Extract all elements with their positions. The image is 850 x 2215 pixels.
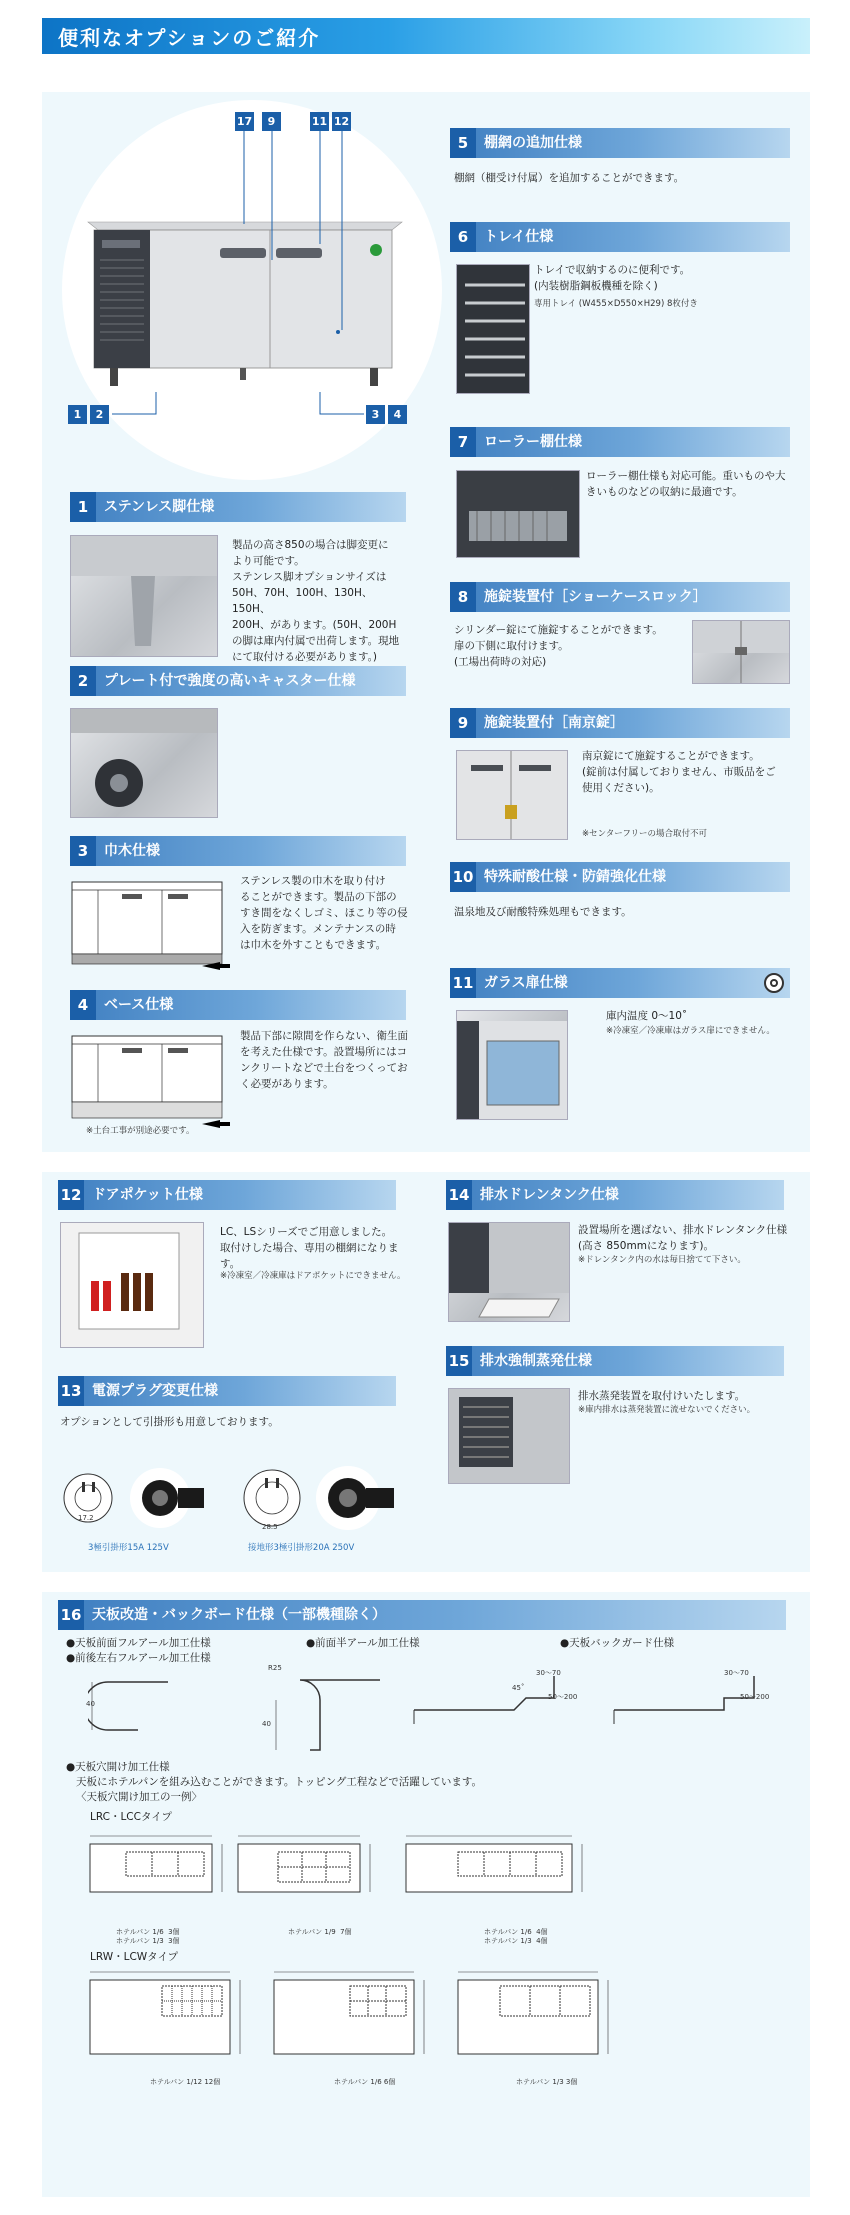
evaporation-photo bbox=[448, 1388, 570, 1484]
caster-photo bbox=[70, 708, 218, 818]
section-5-number: 5 bbox=[450, 128, 476, 158]
dim-r2: R25 bbox=[268, 1664, 282, 1672]
section-4-text: 製品下部に隙間を作らない、衛生面 を考えた仕様です。設置場所にはコ ンクリートなどで土台をつくってお く必要があります。 bbox=[240, 1030, 408, 1090]
roller-shelf-photo bbox=[456, 470, 580, 558]
section-14-number: 14 bbox=[446, 1180, 472, 1210]
section-6-title: トレイ仕様 bbox=[484, 229, 554, 245]
section-12-header bbox=[58, 1180, 396, 1210]
callout-9: 9 bbox=[262, 112, 281, 131]
section-3-number: 3 bbox=[70, 836, 96, 866]
section-7-text: ローラー棚仕様も対応可能。重いものや大 きいものなどの収納に最適です。 bbox=[586, 470, 786, 498]
double-circle-icon bbox=[764, 973, 784, 993]
section-9-number: 9 bbox=[450, 708, 476, 738]
type-lrc-label: LRC・LCCタイプ bbox=[90, 1811, 172, 1823]
section-4-number: 4 bbox=[70, 990, 96, 1020]
hotelpan-drawing-lrc-3 bbox=[402, 1828, 592, 1928]
section-8-text: シリンダー錠にて施錠することができます。 扉の下側に取付けます。 (工場出荷時の対応) bbox=[454, 624, 663, 668]
section-13-text: オプションとして引掛形も用意しております。 bbox=[60, 1416, 279, 1428]
skirting-drawing bbox=[70, 878, 230, 978]
section-11-note: ※冷凍室／冷凍庫はガラス扉にできません。 bbox=[606, 1026, 775, 1036]
section-6-text: トレイで収納するのに便利です。 (内装樹脂鋼板機種を除く) bbox=[534, 264, 691, 292]
section-8-header bbox=[450, 582, 790, 612]
callout-4: 4 bbox=[388, 405, 407, 424]
section-11-title: ガラス扉仕様 bbox=[484, 975, 568, 991]
section-9-note: ※センターフリーの場合取付不可 bbox=[582, 829, 708, 839]
section-3-title: 巾木仕様 bbox=[104, 843, 160, 859]
section-10-header bbox=[450, 862, 790, 892]
caption-bottom-1: ホテルパン 1/12 12個 bbox=[150, 2078, 221, 2086]
section-3-text: ステンレス製の巾木を取り付け ることができます。製品の下部の すき間をなくしゴミ、ほこり等の侵 入を防ぎます。メンテナンスの時 は巾木を外すこともできます。 bbox=[240, 875, 408, 951]
section-10-title: 特殊耐酸仕様・防錆強化仕様 bbox=[484, 869, 666, 885]
callout-11: 11 bbox=[310, 112, 329, 131]
section-6-header bbox=[450, 222, 790, 252]
hotelpan-drawing-lrw-1 bbox=[86, 1966, 256, 2076]
section-11-header bbox=[450, 968, 790, 998]
caption-bottom-3: ホテルパン 1/3 3個 bbox=[516, 2078, 578, 2086]
caption-top-1: ホテルパン 1/6 3個 ホテルパン 1/3 3個 bbox=[116, 1928, 180, 1945]
dim-r3: 40 bbox=[262, 1720, 271, 1728]
hole-title: ●天板穴開け加工仕様 bbox=[66, 1761, 170, 1773]
padlock-photo bbox=[456, 750, 568, 840]
caption-bottom-2: ホテルパン 1/6 6個 bbox=[334, 2078, 396, 2086]
section-4-header bbox=[70, 990, 406, 1020]
hotelpan-drawing-lrc-1 bbox=[86, 1828, 231, 1928]
callout-2: 2 bbox=[90, 405, 109, 424]
dim-bg3: 45˚ bbox=[512, 1684, 525, 1692]
section-1-text: 製品の高さ850の場合は脚変更に より可能です。 ステンレス脚オプションサイズは 50H、70H、100H、130H、150H、 200H、があります。(50H、200H の脚は庫内付属で出荷します。現地 にて取付ける必要があります。) bbox=[232, 539, 400, 663]
plug-2-caption: 接地形3極引掛形20A 250V bbox=[248, 1543, 355, 1553]
section-7-header bbox=[450, 427, 790, 457]
section-16-header bbox=[58, 1600, 786, 1630]
callout-lines bbox=[60, 130, 440, 420]
section-9-header bbox=[450, 708, 790, 738]
callout-12: 12 bbox=[332, 112, 351, 131]
section-12-note: ※冷凍室／冷凍庫はドアポケットにできません。 bbox=[220, 1271, 406, 1281]
section-12-text: LC、LSシリーズでご用意しました。 取付けした場合、専用の棚網になりま す。 bbox=[220, 1226, 399, 1270]
bullet-front-half-r: ●前面半アール加工仕様 bbox=[306, 1637, 420, 1649]
section-8-number: 8 bbox=[450, 582, 476, 612]
section-5-text: 棚網（棚受け付属）を追加することができます。 bbox=[454, 172, 685, 184]
section-12-title: ドアポケット仕様 bbox=[92, 1187, 203, 1203]
section-11-number: 11 bbox=[450, 968, 476, 998]
section-16-title: 天板改造・バックボード仕様（一部機種除く） bbox=[92, 1607, 386, 1623]
section-6-number: 6 bbox=[450, 222, 476, 252]
dim-bg1: 30～70 bbox=[536, 1669, 561, 1677]
caption-top-3: ホテルパン 1/6 4個 ホテルパン 1/3 4個 bbox=[484, 1928, 548, 1945]
section-2-number: 2 bbox=[70, 666, 96, 696]
bullet-front-full-r: ●天板前面フルアール加工仕様 bbox=[66, 1637, 211, 1649]
plug-1-caption: 3極引掛形15A 125V bbox=[88, 1543, 169, 1553]
section-5-title: 棚網の追加仕様 bbox=[484, 135, 582, 151]
title-banner bbox=[42, 18, 810, 54]
page-title: 便利なオプションのご紹介 bbox=[58, 26, 321, 50]
section-5-header bbox=[450, 128, 790, 158]
section-9-title: 施錠装置付［南京錠］ bbox=[484, 715, 624, 731]
bullet-all-full-r: ●前後左右フルアール加工仕様 bbox=[66, 1652, 211, 1664]
plug-15a-drawing bbox=[60, 1458, 230, 1548]
section-14-note: ※ドレンタンク内の水は毎日捨てて下さい。 bbox=[578, 1255, 746, 1265]
plug-2-dim: 28.5 bbox=[262, 1523, 278, 1531]
section-16-number: 16 bbox=[58, 1600, 84, 1630]
hole-line-2: 〈天板穴開け加工の一例〉 bbox=[76, 1791, 202, 1803]
hotelpan-drawing-lrw-2 bbox=[270, 1966, 440, 2076]
hole-line-1: 天板にホテルパンを組み込むことができます。トッピング工程などで活躍しています。 bbox=[76, 1776, 483, 1788]
hotelpan-drawing-lrc-2 bbox=[234, 1828, 379, 1928]
caption-top-2: ホテルパン 1/9 7個 bbox=[288, 1928, 352, 1936]
section-14-text: 設置場所を選ばない、排水ドレンタンク仕様 (高さ 850mmになります)。 bbox=[578, 1224, 788, 1252]
section-2-header bbox=[70, 666, 406, 696]
stainless-leg-photo bbox=[70, 535, 218, 657]
section-12-number: 12 bbox=[58, 1180, 84, 1210]
dim-bg4: 30～70 bbox=[724, 1669, 749, 1677]
section-15-title: 排水強制蒸発仕様 bbox=[480, 1353, 592, 1369]
section-4-note: ※土台工事が別途必要です。 bbox=[86, 1126, 195, 1136]
section-4-title: ベース仕様 bbox=[104, 997, 174, 1013]
plug-20a-drawing bbox=[236, 1456, 416, 1546]
section-15-note: ※庫内排水は蒸発装置に流せないでください。 bbox=[578, 1405, 756, 1415]
dim-bg2: 50～200 bbox=[548, 1693, 578, 1701]
glass-door-photo bbox=[456, 1010, 568, 1120]
dim-r1: 40 bbox=[86, 1700, 95, 1708]
section-13-header bbox=[58, 1376, 396, 1406]
callout-1: 1 bbox=[68, 405, 87, 424]
section-10-number: 10 bbox=[450, 862, 476, 892]
section-6-note: 専用トレイ (W455×D550×H29) 8枚付き bbox=[534, 299, 698, 309]
section-13-number: 13 bbox=[58, 1376, 84, 1406]
section-3-header bbox=[70, 836, 406, 866]
section-1-title: ステンレス脚仕様 bbox=[104, 499, 215, 515]
section-14-title: 排水ドレンタンク仕様 bbox=[480, 1187, 619, 1203]
half-r-profile bbox=[270, 1660, 390, 1760]
dim-bg5: 50～200 bbox=[740, 1693, 770, 1701]
tray-photo bbox=[456, 264, 530, 394]
section-11-text: 庫内温度 0～10˚ bbox=[606, 1010, 688, 1022]
type-lrw-label: LRW・LCWタイプ bbox=[90, 1951, 179, 1963]
base-drawing bbox=[70, 1032, 230, 1132]
callout-3: 3 bbox=[366, 405, 385, 424]
section-13-title: 電源プラグ変更仕様 bbox=[92, 1383, 218, 1399]
section-15-header bbox=[446, 1346, 784, 1376]
section-8-title: 施錠装置付［ショーケースロック］ bbox=[484, 589, 707, 605]
full-r-profile bbox=[88, 1674, 188, 1744]
section-1-number: 1 bbox=[70, 492, 96, 522]
callout-17: 17 bbox=[235, 112, 254, 131]
showcase-lock-photo bbox=[692, 620, 790, 684]
section-15-number: 15 bbox=[446, 1346, 472, 1376]
section-9-text: 南京錠にて施錠することができます。 (錠前は付属しておりません、市販品をご 使用ください)。 bbox=[582, 750, 776, 794]
plug-1-dim: 17.2 bbox=[78, 1514, 94, 1522]
section-1-header bbox=[70, 492, 406, 522]
section-14-header bbox=[446, 1180, 784, 1210]
section-10-text: 温泉地及び耐酸特殊処理もできます。 bbox=[454, 906, 632, 918]
bullet-backguard: ●天板バックガード仕様 bbox=[560, 1637, 675, 1649]
section-2-title: プレート付で強度の高いキャスター仕様 bbox=[104, 673, 356, 689]
section-7-title: ローラー棚仕様 bbox=[484, 434, 582, 450]
drain-tank-photo bbox=[448, 1222, 570, 1322]
section-7-number: 7 bbox=[450, 427, 476, 457]
door-pocket-photo bbox=[60, 1222, 204, 1348]
section-15-text: 排水蒸発装置を取付けいたします。 bbox=[578, 1390, 746, 1402]
hotelpan-drawing-lrw-3 bbox=[454, 1966, 624, 2076]
